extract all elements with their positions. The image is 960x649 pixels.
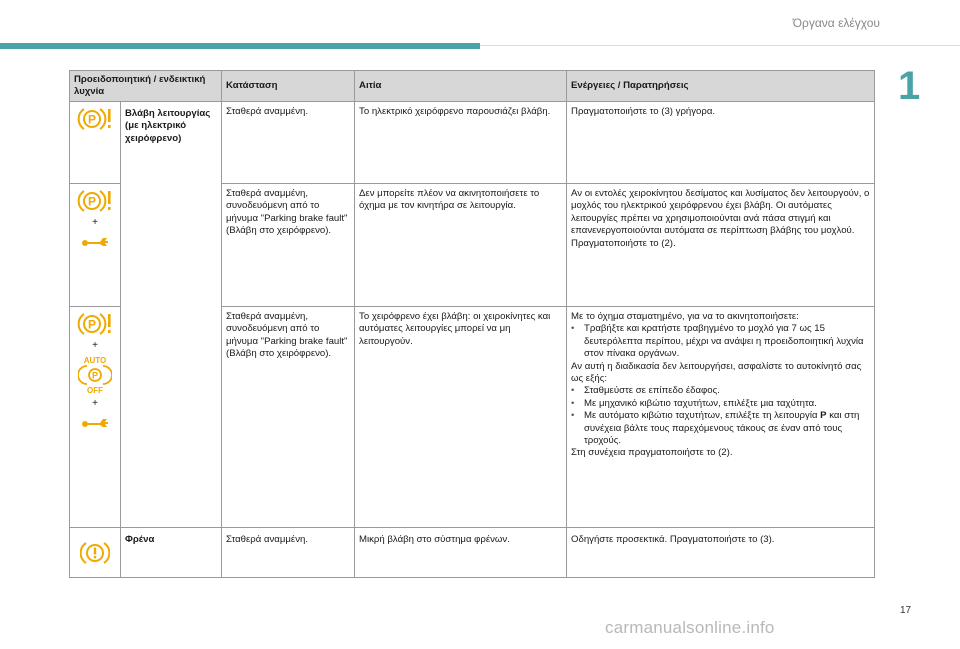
auto-parking-brake-off-icon [74, 355, 116, 395]
svg-text:P: P [87, 112, 97, 127]
state-cell: Σταθερά αναμμένη, συνοδευόμενη από το μήνυμα "Parking brake fault" (Βλάβη στο χειρόφρενο). [222, 307, 355, 528]
cause-cell: Μικρή βλάβη στο σύστημα φρένων. [355, 528, 567, 578]
action-cell: Πραγματοποιήστε το (3) γρήγορα. [567, 102, 875, 184]
service-wrench-icon [74, 232, 116, 248]
section-title: Όργανα ελέγχου [792, 16, 880, 30]
list-item [571, 410, 870, 447]
watermark: carmanualsonline.info [605, 618, 775, 637]
bullet: • [571, 385, 575, 397]
svg-text:P: P [91, 370, 99, 381]
cause-cell: Το ηλεκτρικό χειρόφρενο παρουσιάζει βλάβη. [355, 102, 567, 184]
header-cause: Αιτία [355, 71, 567, 102]
lamp-name-epb: Βλάβη λειτουργίας (με ηλεκτρικό χειρόφρενο) [121, 102, 222, 528]
plus-sign: + [92, 398, 98, 409]
top-accent-bar [0, 43, 480, 49]
lamp-icon-cell [70, 528, 121, 578]
list-item-text: Τραβήξτε και κρατήστε τραβηγμένο το μοχλό για 7 ως 15 δευτερόλεπτα περίπου, μέχρι να ανάψει η προειδοποιητική λυχνία στον πίνακα οργάνων. [584, 323, 864, 360]
warning-lamp-table [69, 70, 875, 578]
bullet: • [571, 323, 575, 335]
bullet: • [571, 410, 575, 422]
header-state: Κατάσταση [222, 71, 355, 102]
list-item-text: και στη συνέχεια βάλτε τους παρεχόμενους τάκους σε έναν από τους τροχούς. [584, 410, 860, 447]
lamp-icon-cell [70, 184, 121, 307]
service-wrench-icon [74, 413, 116, 429]
plus-sign: + [92, 217, 98, 228]
plus-sign: + [92, 340, 98, 351]
action-steps-1 [571, 323, 870, 360]
list-item-text: Με αυτόματο κιβώτιο ταχυτήτων, επιλέξτε τη λειτουργία [584, 410, 821, 422]
svg-text:P: P [87, 194, 97, 209]
top-divider-line [480, 45, 960, 46]
table-row [70, 528, 875, 578]
lamp-icon-cell [70, 102, 121, 184]
gear-mode-p: P [820, 410, 827, 422]
lamp-name-brakes: Φρένα [121, 528, 222, 578]
table-header-row [70, 71, 875, 102]
list-item [571, 385, 870, 397]
bullet: • [571, 397, 575, 409]
parking-brake-fault-icon [74, 188, 116, 214]
cause-cell: Δεν μπορείτε πλέον να ακινητοποιήσετε το όχημα με τον κινητήρα σε λειτουργία. [355, 184, 567, 307]
parking-brake-fault-icon [74, 311, 116, 337]
page-number: 17 [900, 605, 912, 616]
cause-cell: Το χειρόφρενο έχει βλάβη: οι χειροκίνητες και αυτόματες λειτουργίες μπορεί να μη λειτουργούν. [355, 307, 567, 528]
auto-label: AUTO [83, 356, 107, 365]
action-cell: Οδηγήστε προσεκτικά. Πραγματοποιήστε το (3). [567, 528, 875, 578]
header-lamp: Προειδοποιητική / ενδεικτική λυχνία [70, 71, 222, 102]
off-label: OFF [87, 386, 103, 395]
action-steps-2 [571, 385, 870, 447]
brake-warning-icon [74, 540, 116, 566]
parking-brake-fault-icon [74, 106, 116, 132]
list-item [571, 323, 870, 360]
chapter-number: 1 [898, 64, 921, 108]
list-item [571, 398, 870, 410]
state-cell: Σταθερά αναμμένη. [222, 528, 355, 578]
state-cell: Σταθερά αναμμένη, συνοδευόμενη από το μήνυμα "Parking brake fault" (Βλάβη στο χειρόφρενο). [222, 184, 355, 307]
header-action: Ενέργειες / Παρατηρήσεις [567, 71, 875, 102]
action-cell: Αν οι εντολές χειροκίνητου δεσίματος και λυσίματος δεν λειτουργούν, ο μοχλός του ηλεκτρικού χειρόφρενου έχει βλάβη. Οι αυτόματες λειτουργίες πρέπει να χρησιμοποιούνται ανά πάσα στιγμή και επανενεργοποιούνται αυτόματα σε περίπτωση βλάβης του μοχλού. Πραγματοποιήστε το (2). [567, 184, 875, 307]
lamp-icon-cell [70, 307, 121, 528]
action-end: Στη συνέχεια πραγματοποιήστε το (2). [571, 447, 733, 459]
list-item-text: Με μηχανικό κιβώτιο ταχυτήτων, επιλέξτε μια ταχύτητα. [584, 397, 817, 409]
table-row [70, 102, 875, 184]
svg-text:P: P [87, 317, 97, 332]
action-cell [567, 307, 875, 528]
list-item-text: Σταθμεύστε σε επίπεδο έδαφος. [584, 385, 720, 397]
action-intro: Με το όχημα σταματημένο, για να το ακινητοποιήσετε: [571, 311, 799, 322]
state-cell: Σταθερά αναμμένη. [222, 102, 355, 184]
action-middle: Αν αυτή η διαδικασία δεν λειτουργήσει, ασφαλίστε το αυτοκίνητό σας ως εξής: [571, 360, 862, 385]
